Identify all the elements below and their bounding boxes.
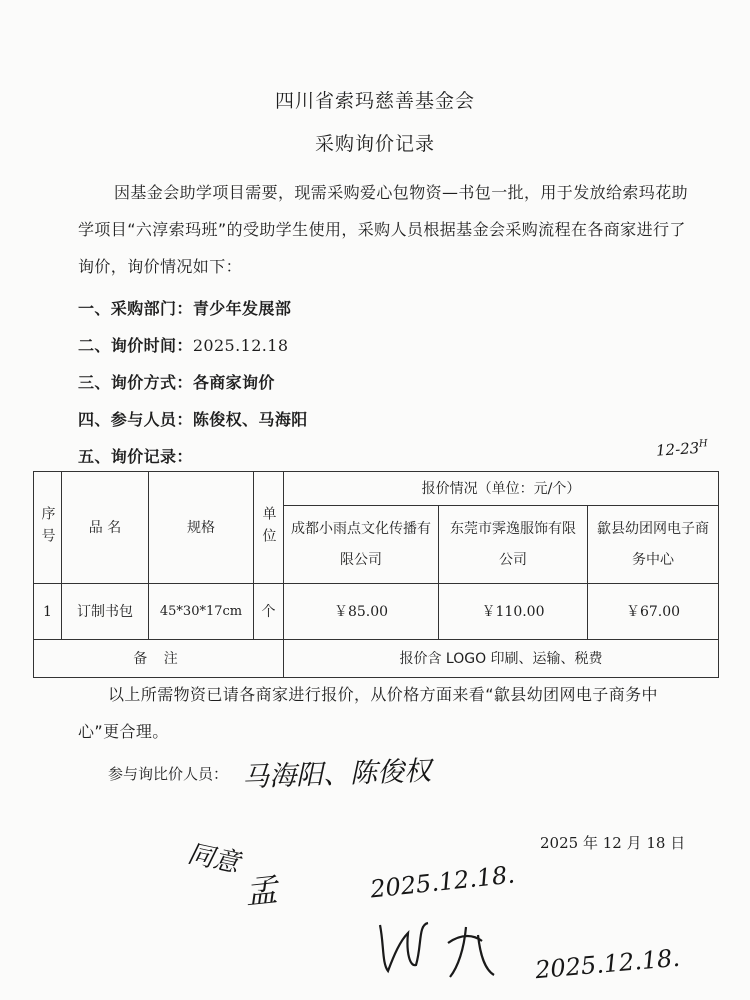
intro-paragraph: 因基金会助学项目需要，现需采购爱心包物资—书包一批，用于发放给索玛花助学项目“六淳索玛班”的受助学生使用，采购人员根据基金会采购流程在各商家进行了询价，询价情况如下： (78, 183, 689, 276)
inquiry-time (78, 333, 288, 356)
item-value: 陈俊权、马海阳 (192, 410, 308, 429)
vendor-name: 歙县幼团网电子商务中心 (588, 506, 719, 584)
row-price: ￥110.00 (439, 584, 588, 640)
item-label: 三、询价方式： (78, 373, 193, 392)
row-unit: 个 (254, 584, 284, 640)
remark-value: 报价含 LOGO 印刷、运输、税费 (284, 640, 719, 678)
approval-signature: 孟 (243, 870, 280, 912)
approval-word: 同意 (184, 838, 243, 880)
row-spec: 45*30*17cm (149, 584, 254, 640)
header-unit: 单位 (254, 472, 284, 584)
row-price: ￥85.00 (284, 584, 439, 640)
vendor-name: 东莞市霁逸服饰有限公司 (439, 506, 588, 584)
item-label: 四、参与人员： (78, 410, 193, 429)
header-quote-group: 报价情况（单位：元/个） (284, 472, 719, 506)
leader-sign-date: 2025.12.18. (534, 943, 681, 985)
participants-signature: 马海阳、陈俊权 (241, 755, 432, 794)
quote-table (33, 471, 719, 678)
leader-signature-scribble (370, 905, 510, 990)
header-spec: 规格 (149, 472, 254, 584)
procurement-dept (78, 296, 291, 319)
remark-label: 备 注 (34, 640, 284, 678)
item-label: 一、采购部门： (78, 299, 193, 318)
inquiry-records-heading (78, 444, 193, 467)
item-label: 五、询价记录： (78, 447, 193, 466)
row-price: ￥67.00 (588, 584, 719, 640)
header-no: 序号 (34, 472, 62, 584)
table-row (34, 584, 719, 640)
document-subtitle: 采购询价记录 (314, 133, 435, 155)
participants-label: 参与询比价人员： (108, 765, 229, 783)
approval-date: 2025.12.18. (368, 860, 517, 904)
vendor-name: 成都小雨点文化传播有限公司 (284, 506, 439, 584)
item-value: 青少年发展部 (192, 299, 292, 318)
handwritten-margin-note: $12-23^H$ (655, 438, 709, 460)
item-value: 各商家询价 (192, 373, 275, 392)
item-value: 2025.12.18 (192, 336, 289, 355)
inquiry-method (78, 370, 275, 393)
row-name: 订制书包 (62, 584, 149, 640)
header-name: 品 名 (62, 472, 149, 584)
item-label: 二、询价时间： (78, 336, 193, 355)
conclusion-paragraph: 以上所需物资已请各商家进行报价，从价格方面来看“歙县幼团网电子商务中心”更合理。 (78, 685, 658, 741)
row-no: 1 (34, 584, 62, 640)
participants (78, 407, 308, 430)
date-line: 2025 年 12 月 18 日 (540, 834, 686, 852)
document-title: 四川省索玛慈善基金会 (274, 90, 475, 112)
